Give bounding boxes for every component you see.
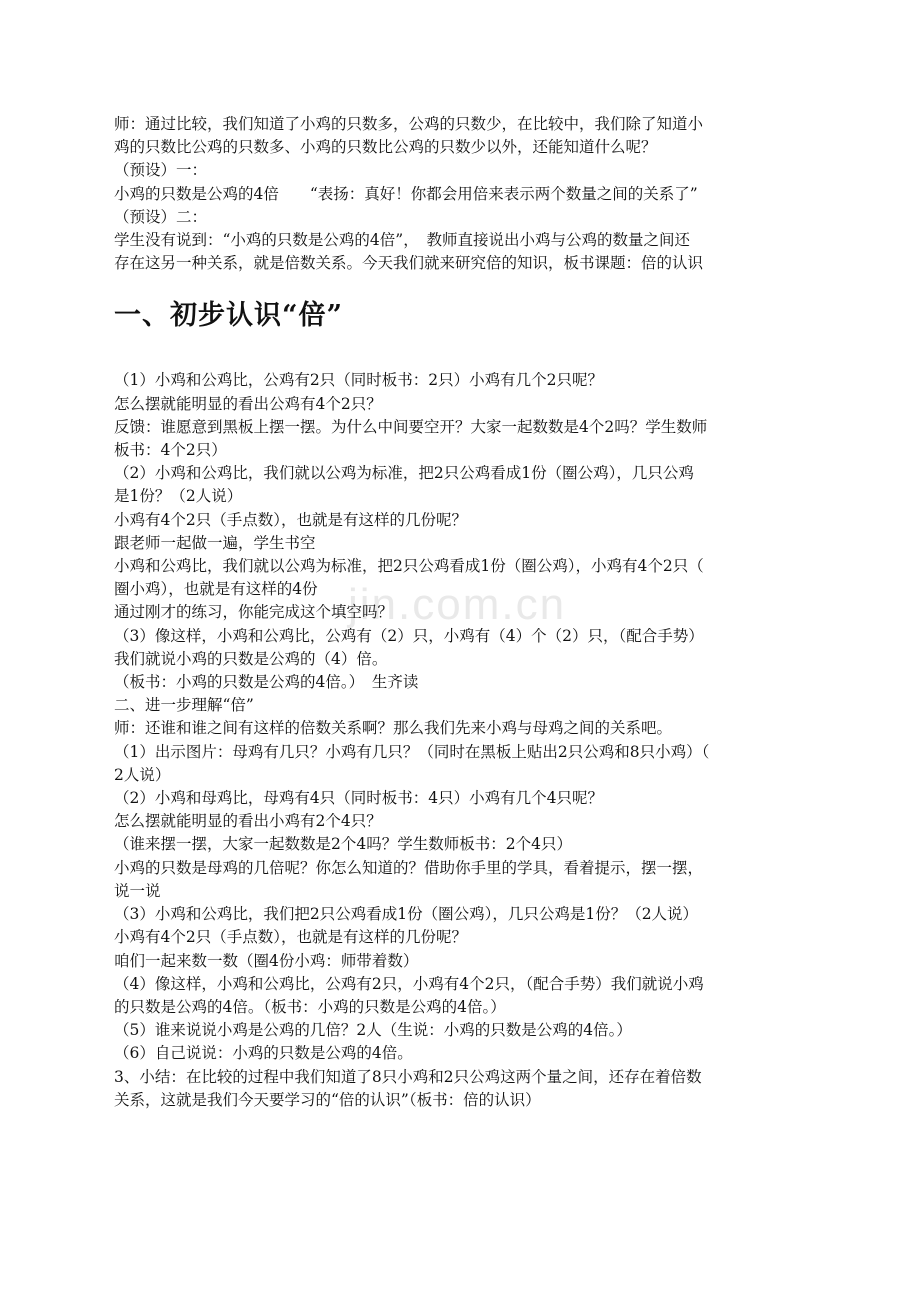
body-line: 通过刚才的练习，你能完成这个填空吗？ (114, 603, 394, 622)
body-line: （1）小鸡和公鸡比，公鸡有2只（同时板书：2只）小鸡有几个2只呢？ (114, 371, 603, 390)
body-line: 板书：4个2只） (114, 441, 227, 460)
intro-line: 师：通过比较，我们知道了小鸡的只数多，公鸡的只数少，在比较中，我们除了知道小 (114, 115, 704, 133)
body-line: 小鸡有4个2只（手点数），也就是有这样的几份呢？ (114, 928, 467, 947)
body-line: 关系，这就是我们今天要学习的“倍的认识”（板书：倍的认识） (114, 1090, 541, 1109)
watermark: jin.com.cn (348, 580, 567, 629)
body-line: 怎么摆就能明显的看出小鸡有2个4只？ (114, 812, 382, 831)
body-line: （6）自己说说：小鸡的只数是公鸡的4倍。 (114, 1044, 413, 1063)
body-line: 小鸡有4个2只（手点数），也就是有这样的几份呢？ (114, 510, 467, 529)
body-line: （板书：小鸡的只数是公鸡的4倍。） 生齐读 (114, 673, 419, 692)
document-page (114, 113, 814, 1112)
body-line: （3）像这样，小鸡和公鸡比，公鸡有（2）只，小鸡有（4）个（2）只，（配合手势） (114, 626, 704, 645)
intro-line: 鸡的只数比公鸡的只数多、小鸡的只数比公鸡的只数少以外，还能知道什么呢？ (114, 138, 657, 157)
intro-line: （预设）二： (114, 207, 208, 226)
body-line: 咱们一起来数一数（圈4份小鸡：师带着数） (114, 951, 419, 970)
body-line: （1）出示图片：母鸡有几只？小鸡有几只？（同时在黑板上贴出2只公鸡和8只小鸡）（ (114, 742, 710, 761)
body-line: 小鸡和公鸡比，我们就以公鸡为标准，把2只公鸡看成1份（圈公鸡），小鸡有4个2只（ (114, 557, 704, 576)
body-section (114, 369, 814, 1112)
body-line: 怎么摆就能明显的看出公鸡有4个2只？ (114, 394, 382, 413)
body-line: 2人说） (114, 765, 171, 784)
intro-section (114, 113, 814, 275)
body-line: 我们就说小鸡的只数是公鸡的（4）倍。 (114, 649, 388, 668)
section-heading: 一、初步认识“倍” (114, 300, 344, 332)
intro-line: （预设）一： (114, 161, 208, 180)
body-line: 说一说 (114, 881, 161, 900)
body-line: （4）像这样，小鸡和公鸡比，公鸡有2只，小鸡有4个2只，（配合手势）我们就说小鸡 (114, 974, 704, 993)
body-line: （2）小鸡和公鸡比，我们就以公鸡为标准，把2只公鸡看成1份（圈公鸡），几只公鸡 (114, 464, 694, 483)
body-line: （2）小鸡和母鸡比，母鸡有4只（同时板书：4只）小鸡有几个4只呢？ (114, 789, 603, 808)
body-line: 圈小鸡），也就是有这样的4份 (114, 580, 318, 599)
body-line: 3、小结：在比较的过程中我们知道了8只小鸡和2只公鸡这两个量之间，还存在着倍数 (114, 1067, 702, 1086)
body-line: 小鸡的只数是母鸡的几倍呢？你怎么知道的？借助你手里的学具，看着提示，摆一摆， (114, 858, 704, 877)
body-line: （3）小鸡和公鸡比，我们把2只公鸡看成1份（圈公鸡），几只公鸡是1份？（2人说） (114, 905, 699, 924)
body-line: 是1份？（2人说） (114, 487, 243, 506)
intro-line: 小鸡的只数是公鸡的4倍 “表扬：真好！你都会用倍来表示两个数量之间的关系了” (114, 184, 698, 203)
intro-line: 学生没有说到：“小鸡的只数是公鸡的4倍”， 教师直接说出小鸡与公鸡的数量之间还 (114, 231, 690, 250)
body-line: （谁来摆一摆，大家一起数数是2个4吗？学生数师板书：2个4只） (114, 835, 572, 854)
body-line: 二、进一步理解“倍” (114, 696, 254, 715)
intro-line: 存在这另一种关系，就是倍数关系。今天我们就来研究倍的知识，板书课题：倍的认识 (114, 254, 704, 273)
body-line: （5）谁来说说小鸡是公鸡的几倍？2人（生说：小鸡的只数是公鸡的4倍。） (114, 1021, 632, 1040)
body-line: 的只数是公鸡的4倍。（板书：小鸡的只数是公鸡的4倍。） (114, 997, 506, 1016)
body-line: 师：还谁和谁之间有这样的倍数关系啊？那么我们先来小鸡与母鸡之间的关系吧。 (114, 719, 673, 738)
body-line: 反馈：谁愿意到黑板上摆一摆。为什么中间要空开？大家一起数数是4个2吗？学生数师 (114, 417, 708, 436)
body-line: 跟老师一起做一遍，学生书空 (114, 533, 316, 552)
